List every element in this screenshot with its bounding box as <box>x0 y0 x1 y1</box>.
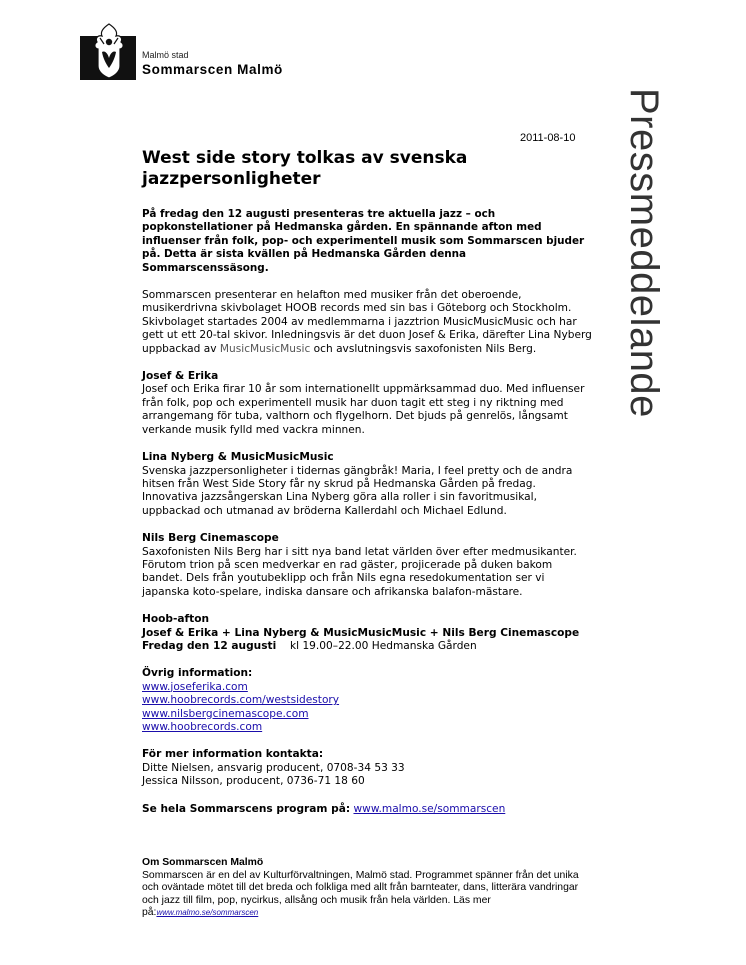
vertical-title-meddelande: meddelande <box>622 192 666 418</box>
release-date: 2011-08-10 <box>520 132 576 144</box>
section-text: Josef och Erika firar 10 år som internationellt uppmärksammad duo. Med influenser från folk, pop och experimentell musik har duon tagit ett steg i ny riktning med arrangemang för tuba, valthorn och flygelhorn. Det bjuds på genrelös, långsamt verkande musik fylld med vackra minnen. <box>142 383 585 436</box>
contact-line: Jessica Nilsson, producent, 0736-71 18 60 <box>142 775 365 788</box>
org-name: Malmö stad <box>142 50 189 60</box>
section-heading: Josef & Erika <box>142 370 219 383</box>
main-content <box>142 148 592 816</box>
event-lineup: Josef & Erika + Lina Nyberg & MusicMusicMusic + Nils Berg Cinemascope <box>142 626 580 639</box>
about-body: Sommarscen är en del av Kulturförvaltningen, Malmö stad. Programmet spänner från det unika och oväntade mötet till det breda och folkliga med allt från barnteater, dans, litterära vandringar och jazz till film, pop, nycirkus, allsång och musik från hela världen. Läs mer på: <box>142 869 579 919</box>
about-heading: Om Sommarscen Malmö <box>142 857 264 868</box>
section-text: Saxofonisten Nils Berg har i sitt nya band letat världen över efter medmusikanter. Förutom trion på scen medverkar en rad gäster, projicerade på duken bakom bandet. Dels från youtubeklipp och från Nils egna resedokumentation ser vi japanska koto-spelare, indiska dansare och afrikanska balafon-mästare. <box>142 545 577 598</box>
event-date: Fredag den 12 augusti <box>142 639 277 652</box>
about-link[interactable]: www.malmo.se/sommarscen <box>156 908 259 918</box>
malmo-stad-logo <box>80 22 136 80</box>
lead-paragraph: På fredag den 12 augusti presenteras tre aktuella jazz – och popkonstellationer på Hedmanska gården. En spännande afton med influenser från folk, pop- och experimentell musik som Sommarscen bjuder på. Detta är sista kvällen på Hedmanska Gården denna Sommarscenssäsong. <box>142 208 585 274</box>
other-info <box>142 667 592 734</box>
link-hoobrecords[interactable]: www.hoobrecords.com <box>142 721 263 733</box>
section-heading: Nils Berg Cinemascope <box>142 532 279 545</box>
intro-part3: MusicMusicMusic <box>219 342 311 355</box>
other-info-heading: Övrig information: <box>142 667 253 680</box>
program-line <box>142 803 592 816</box>
section-lina-nyberg <box>142 451 592 518</box>
program-link[interactable]: www.malmo.se/sommarscen <box>353 802 506 815</box>
program-label: Se hela Sommarscens program på: <box>142 802 351 815</box>
section-josef-erika <box>142 370 592 437</box>
contact-line: Ditte Nielsen, ansvarig producent, 0708-34 53 33 <box>142 761 405 774</box>
event-info <box>142 613 592 653</box>
page-title: West side story tolkas av svenska jazzpersonligheter <box>142 148 468 189</box>
event-date-line <box>142 640 592 653</box>
intro-paragraph <box>142 289 592 356</box>
intro-part1: Sommarscen presenterar en helafton med musiker från det oberoende, musikerdrivna skivbolaget HOOB records med sin bas i Göteborg och Stockholm. Skivbolaget startades 2004 av medlemmarna i jazztrion MusicMusicMusic och har gett ut ett 20-tal skivor. <box>142 289 577 342</box>
link-hoob-westsidestory[interactable]: www.hoobrecords.com/westsidestory <box>142 694 340 707</box>
contact-info <box>142 748 592 788</box>
section-text: Svenska jazzpersonligheter i tidernas gängbråk! Maria, I feel pretty och de andra hitsen från West Side Story får ny skrud på Hedmanska Gården på fredag. Innovativa jazzsångerskan Lina Nyberg göra alla roller i sin favoritmusikal, uppbackad och utmanad av bröderna Kallerdahl och Michael Edlund. <box>142 464 573 517</box>
section-nils-berg <box>142 532 592 599</box>
vertical-title-press: Press <box>622 88 666 193</box>
intro-part2: Inledningsvis är det duon Josef & Erika, därefter Lina Nyberg uppbackad av <box>142 329 592 355</box>
contact-heading: För mer information kontakta: <box>142 748 324 761</box>
section-heading: Lina Nyberg & MusicMusicMusic <box>142 451 334 464</box>
about-text <box>142 870 582 920</box>
org-title: Sommarscen Malmö <box>142 62 283 77</box>
link-nilsberg[interactable]: www.nilsbergcinemascope.com <box>142 707 309 720</box>
event-heading: Hoob-afton <box>142 613 210 626</box>
about-section <box>142 857 582 920</box>
griffin-emblem-icon <box>88 22 130 80</box>
event-time-place: kl 19.00–22.00 Hedmanska Gården <box>290 639 477 652</box>
intro-part4: och avslutningsvis saxofonisten Nils Berg. <box>310 342 537 355</box>
pressmeddelande-vertical-title <box>603 88 675 488</box>
link-joseferika[interactable]: www.joseferika.com <box>142 680 248 693</box>
